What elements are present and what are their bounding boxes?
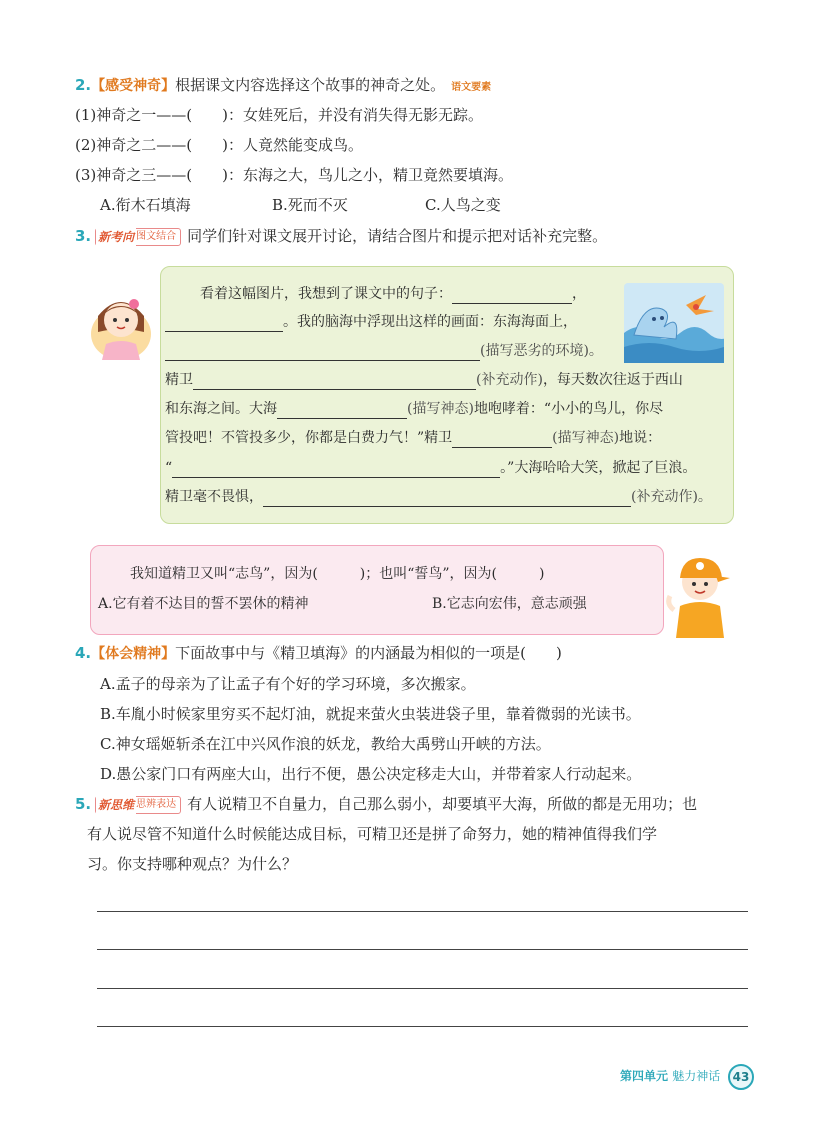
dialogue-line-7 [165,458,696,478]
blank-speech[interactable] [172,461,500,478]
q5-number: 5. [75,795,92,813]
q4-option-d: D.愚公家门口有两座大山，出行不便，愚公决定移走大山，并带着家人行动起来。 [100,765,642,783]
answer-line-4[interactable] [97,1026,748,1027]
q3-text: 同学们针对课文展开讨论，请结合图片和提示把对话补充完整。 [187,227,608,245]
q2-item-1-answer[interactable]: ( ) [186,106,228,124]
dialogue-l1-text: 看着这幅图片，我想到了课文中的句子： [200,286,452,302]
answer-line-1[interactable] [97,911,748,912]
q4-text: 下面故事中与《精卫填海》的内涵最为相似的一项是( ) [175,644,562,662]
dialogue-l7-pre: “ [165,460,173,476]
q3-badge-sub: 图文结合 [136,231,177,242]
dialogue-line-5 [165,399,663,419]
q3-badge [95,228,181,246]
footer-title: 魅力神话 [672,1069,721,1083]
q2-option-c: C.人鸟之变 [425,196,501,214]
blank-sentence-cont[interactable] [165,315,283,332]
q2-small-tag: 语文要素 [451,82,492,93]
q2-item-3 [75,164,513,186]
dialogue-l1-end: ， [572,286,586,302]
dialogue-l5-hint: (描写神态) [407,401,474,417]
q2-item-1 [75,104,483,126]
q4-heading [75,642,562,665]
dialogue-line-3 [165,341,603,361]
q2-item-2 [75,134,363,156]
footer-unit [620,1067,720,1084]
boy-illustration [664,544,736,638]
blank-sentence[interactable] [452,287,572,304]
sea-picture [624,283,724,363]
page-number: 43 [728,1064,754,1090]
dialogue-line-2 [165,312,577,332]
dialogue-l4-post: ，每天数次往返于西山 [542,372,683,388]
dialogue-l6-pre: 管投吧！不管投多少，你都是白费力气！”精卫 [165,430,453,446]
blank-expression-2[interactable] [452,431,552,448]
q2-tag: 【感受神奇】 [91,78,176,94]
q2-item-3-post: ：东海之大，鸟儿之小，精卫竟然要填海。 [227,166,513,184]
q2-item-1-post: ：女娃死后，并没有消失得无影无踪。 [227,106,483,124]
dialogue-l5-pre: 和东海之间。大海 [165,401,277,417]
q5-line-2: 有人说尽管不知道什么时候能达成目标，可精卫还是拼了命努力，她的精神值得我们学 [87,825,658,843]
choice-option-a: A.它有着不达目的誓不罢休的精神 [98,596,309,612]
q5-badge-sub: 思辨表达 [136,799,177,810]
answer-line-3[interactable] [97,988,748,989]
q4-tag: 【体会精神】 [91,646,176,662]
dialogue-l8-pre: 精卫毫不畏惧， [165,489,263,505]
q5-badge-label: 新思维 [96,794,136,816]
dialogue-l7-post: 。”大海哈哈大笑，掀起了巨浪。 [500,460,697,476]
blank-environment[interactable] [165,344,480,361]
q5-line-3: 习。你支持哪种观点？为什么？ [87,855,298,873]
q5-line-1: 有人说精卫不自量力，自己那么弱小，却要填平大海，所做的都是无用功；也 [187,795,698,813]
dialogue-l2-text: 。我的脑海中浮现出这样的画面：东海海面上， [283,314,577,330]
dialogue-l4-hint: (补充动作) [476,372,543,388]
q3-heading [75,225,607,247]
q3-badge-label: 新考向 [96,226,136,248]
q2-option-b: B.死而不灭 [272,196,348,214]
q2-heading [75,74,491,99]
blank-expression-1[interactable] [277,402,407,419]
dialogue-l6-hint: (描写神态) [552,430,620,446]
q4-number: 4. [75,644,92,662]
dialogue-line-4 [165,370,683,390]
dialogue-l6-post: 地说： [619,430,662,446]
dialogue-l4-pre: 精卫 [165,372,193,388]
blank-action-2[interactable] [263,490,631,507]
q2-item-3-pre: (3)神奇之三—— [75,166,187,184]
choice-box [90,545,664,635]
q2-item-2-answer[interactable]: ( ) [186,136,228,154]
dialogue-line-1 [200,284,586,304]
blank-action-1[interactable] [193,373,476,390]
girl-illustration [86,282,156,362]
q5-heading [75,793,697,815]
footer-unit-label: 第四单元 [620,1069,669,1083]
q2-item-2-post: ：人竟然能变成鸟。 [227,136,363,154]
q2-item-1-pre: (1)神奇之一—— [75,106,187,124]
q2-item-2-pre: (2)神奇之二—— [75,136,187,154]
choice-option-b: B.它志向宏伟，意志顽强 [432,596,587,612]
dialogue-line-6 [165,428,661,448]
choice-line: 我知道精卫又叫“志鸟”，因为( )；也叫“誓鸟”，因为( ) [130,566,545,582]
q3-number: 3. [75,227,92,245]
dialogue-line-8 [165,487,712,507]
dialogue-l5-post: 地咆哮着：“小小的鸟儿，你尽 [473,401,664,417]
q2-number: 2. [75,76,92,94]
q2-item-3-answer[interactable]: ( ) [186,166,228,184]
dialogue-l8-hint: (补充动作)。 [631,489,712,505]
answer-line-2[interactable] [97,949,748,950]
q5-badge [95,796,181,814]
dialogue-l3-hint: (描写恶劣的环境)。 [480,343,603,359]
q4-option-a: A.孟子的母亲为了让孟子有个好的学习环境，多次搬家。 [100,675,476,693]
q4-option-b: B.车胤小时候家里穷买不起灯油，就捉来萤火虫装进袋子里，靠着微弱的光读书。 [100,705,641,723]
q2-option-a: A.衔木石填海 [100,196,191,214]
q4-option-c: C.神女瑶姬斩杀在江中兴风作浪的妖龙，教给大禹劈山开峡的方法。 [100,735,551,753]
q2-text: 根据课文内容选择这个故事的神奇之处。 [175,76,446,94]
